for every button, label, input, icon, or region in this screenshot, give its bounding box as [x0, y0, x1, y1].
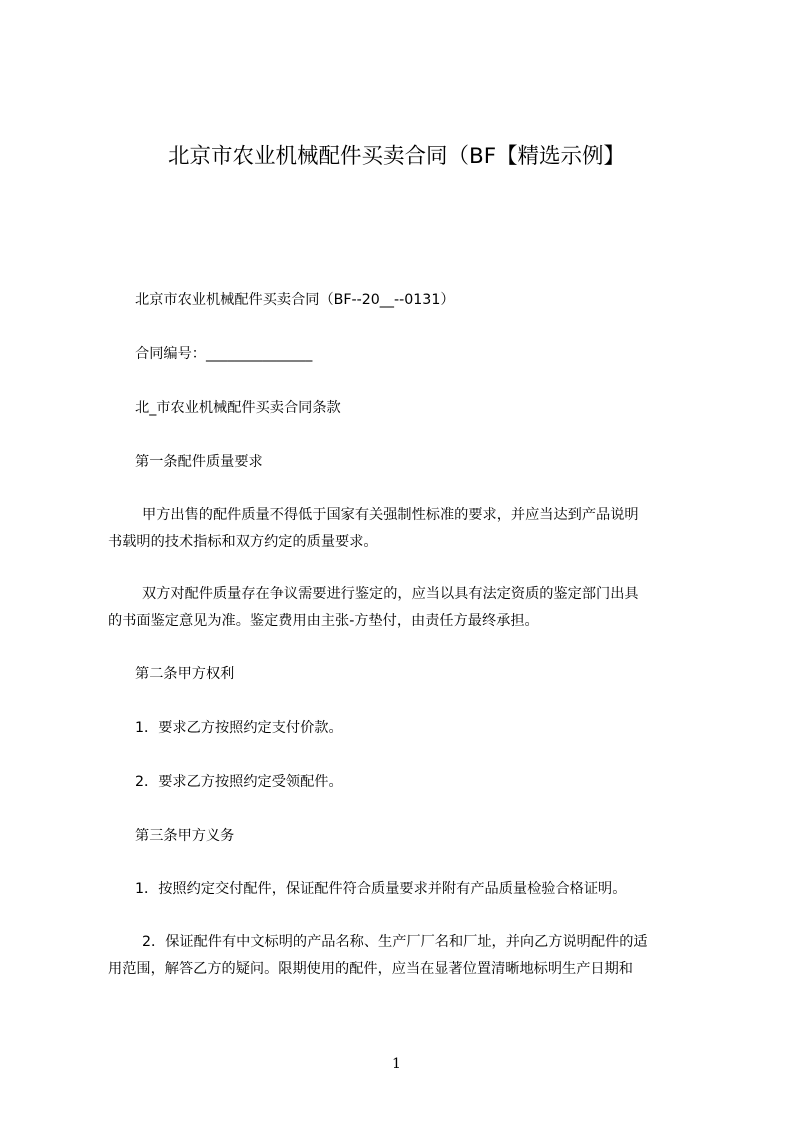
article-2-item-1: 1．要求乙方按照约定支付价款。 — [135, 720, 343, 736]
article-3-item-1: 1．按照约定交付配件，保证配件符合质量要求并附有产品质量检验合格证明。 — [135, 881, 627, 897]
article-2-heading: 第二条甲方权利 — [135, 666, 235, 682]
article-3-item-2-line-1: 2．保证配件有中文标明的产品名称、生产厂厂名和厂址，并向乙方说明配件的适 — [142, 934, 648, 950]
clauses-heading: 北_市农业机械配件买卖合同条款 — [135, 400, 341, 416]
article-1-para-2-line-1: 双方对配件质量存在争议需要进行鉴定的，应当以具有法定资质的鉴定部门出具 — [142, 586, 639, 602]
article-3-heading: 第三条甲方义务 — [135, 828, 235, 844]
article-1-para-2-line-2: 的书面鉴定意见为准。鉴定费用由主张-方垫付，由责任方最终承担。 — [108, 613, 539, 629]
contract-subtitle: 北京市农业机械配件买卖合同（BF--20__--0131） — [135, 292, 455, 308]
contract-number: 合同编号：_______________ — [135, 346, 313, 362]
article-1-para-1-line-2: 书载明的技术指标和双方约定的质量要求。 — [108, 534, 378, 550]
article-2-item-2: 2．要求乙方按照约定受领配件。 — [135, 774, 343, 790]
article-3-item-2-line-2: 用范围，解答乙方的疑问。限期使用的配件，应当在显著位置清晰地标明生产日期和 — [108, 961, 633, 977]
page-number: 1 — [392, 1056, 401, 1072]
article-1-para-1-line-1: 甲方出售的配件质量不得低于国家有关强制性标准的要求，并应当达到产品说明 — [142, 507, 639, 523]
document-title: 北京市农业机械配件买卖合同（BF【精选示例】 — [167, 144, 626, 169]
article-1-heading: 第一条配件质量要求 — [135, 454, 263, 470]
